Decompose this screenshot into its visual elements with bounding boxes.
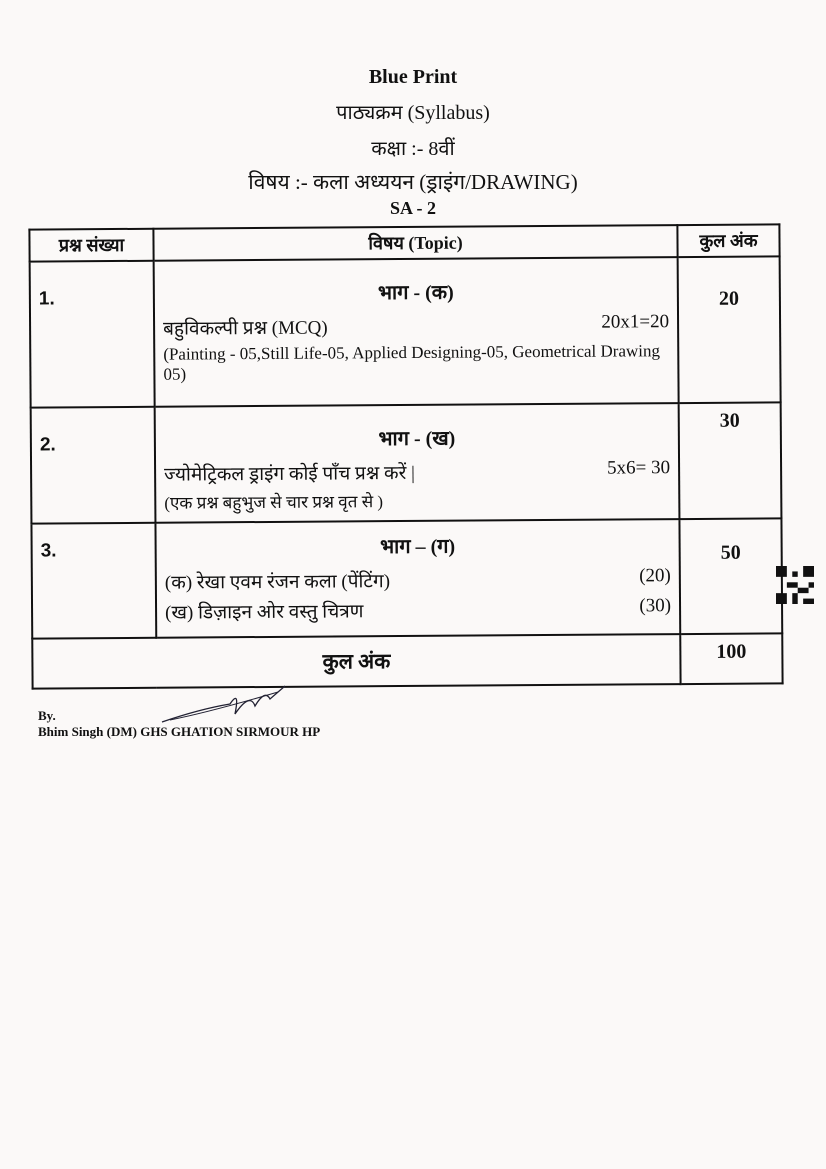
topic-line: (क) रेखा एवम रंजन कला (पेंटिंग) xyxy=(164,571,391,594)
part-label: भाग – (ग) xyxy=(380,535,456,559)
subject-heading: विषय :- कला अध्ययन (ड्राइंग/DRAWING) xyxy=(248,170,578,194)
by-label: By. xyxy=(38,708,56,723)
topic-marks: (30) xyxy=(639,595,672,617)
question-number: 1. xyxy=(30,261,155,408)
topic-detail: (Painting - 05,Still Life-05, Applied Designing-05, Geometrical Drawing 05) xyxy=(163,341,661,384)
signature-icon xyxy=(160,684,290,724)
topic-line: ज्योमेट्रिकल ड्राइंग कोई पाँच प्रश्न करें | xyxy=(164,462,415,486)
topic-detail: (एक प्रश्न बहुभुज से चार प्रश्न वृत से ) xyxy=(164,492,384,513)
col-total-marks: कुल अंक xyxy=(677,224,779,257)
table-header-row xyxy=(29,224,779,261)
topic-cell xyxy=(155,519,680,638)
question-number: 2. xyxy=(31,407,156,524)
total-marks: 100 xyxy=(680,633,782,684)
topic-marks: (20) xyxy=(639,565,671,587)
author-credit: Bhim Singh (DM) GHS GHATION SIRMOUR HP xyxy=(38,724,321,739)
col-topic: विषय (Topic) xyxy=(153,225,677,261)
total-label: कुल अंक xyxy=(32,634,680,689)
topic-line: (ख) डिज़ाइन ओर वस्तु चित्रण xyxy=(165,601,364,624)
table-row xyxy=(31,518,782,638)
row-marks: 20 xyxy=(678,256,781,403)
exam-heading: SA - 2 xyxy=(389,198,436,218)
col-question-number: प्रश्न संख्या xyxy=(29,229,153,262)
topic-line: बहुविकल्पी प्रश्न (MCQ) xyxy=(163,317,328,340)
document-title: Blue Print xyxy=(368,66,458,88)
part-label: भाग - (ख) xyxy=(378,427,456,451)
part-label: भाग - (क) xyxy=(377,281,454,305)
topic-cell xyxy=(154,257,679,407)
row-marks: 50 xyxy=(679,518,782,634)
topic-cell xyxy=(155,403,680,523)
topic-marks: 5x6= 30 xyxy=(607,457,671,479)
qr-code-icon xyxy=(776,566,814,604)
table-row xyxy=(30,256,781,407)
syllabus-heading: पाठ्यक्रम (Syllabus) xyxy=(336,102,490,124)
topic-marks: 20x1=20 xyxy=(601,311,670,333)
total-row xyxy=(32,633,782,688)
class-heading: कक्षा :- 8वीं xyxy=(371,138,455,160)
question-number: 3. xyxy=(31,523,156,639)
blueprint-table xyxy=(28,223,783,689)
row-marks: 30 xyxy=(679,402,782,519)
table-row xyxy=(31,402,782,523)
